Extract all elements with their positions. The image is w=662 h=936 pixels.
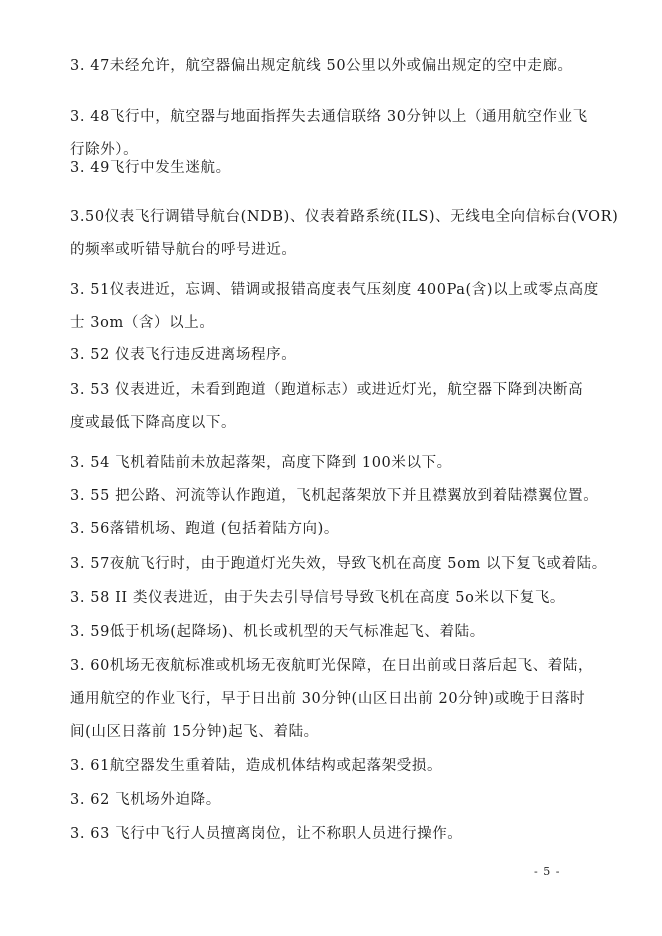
clause-3-47	[70, 50, 610, 83]
clause-3-49	[70, 152, 610, 185]
clause-line: 3. 63 飞行中飞行人员擅离岗位，让不称职人员进行操作。	[70, 826, 463, 842]
clause-line: 3. 55 把公路、河流等认作跑道，飞机起落架放下并且襟翼放到着陆襟翼位置。	[70, 488, 599, 504]
clause-line: 3.50仪表飞行调错导航台(NDB)、仪表着路系统(ILS)、无线电全向信标台(VOR)	[70, 209, 619, 225]
clause-line: 行除外）。	[70, 142, 139, 158]
clause-line: 间(山区日落前 15分钟)起飞、着陆。	[70, 724, 319, 740]
clause-line: 3. 52 仪表飞行违反进离场程序。	[70, 347, 297, 363]
clause-3-59	[70, 616, 610, 649]
clause-3-52	[70, 339, 610, 372]
clause-line: 3. 58 II 类仪表进近，由于失去引导信号导致飞机在高度 5o米以下复飞。	[70, 590, 566, 606]
clause-line: 3. 59低于机场(起降场)、机长或机型的天气标准起飞、着陆。	[70, 624, 485, 640]
clause-line: 3. 61航空器发生重着陆，造成机体结构或起落架受损。	[70, 758, 443, 774]
clause-line: 3. 51仪表进近，忘调、错调或报错高度表气压刻度 400Pa(含)以上或零点高度	[70, 282, 599, 298]
clause-line: 3. 60机场无夜航标准或机场无夜航町光保障，在日出前或日落后起飞、着陆，	[70, 658, 594, 674]
clause-3-54	[70, 447, 610, 480]
page-number: - 5 -	[534, 865, 561, 878]
clause-line: 3. 57夜航飞行时，由于跑道灯光失效，导致飞机在高度 5om 以下复飞或着陆。	[70, 556, 607, 572]
clause-line: 通用航空的作业飞行，早于日出前 30分钟(山区日出前 20分钟)或晚于日落时	[70, 691, 586, 707]
clause-3-56	[70, 513, 610, 546]
clause-line: 的频率或听错导航台的呼号进近。	[70, 242, 297, 258]
clause-3-60	[70, 650, 610, 749]
clause-3-58	[70, 582, 610, 615]
clause-3-53	[70, 374, 610, 440]
clause-line: 士 3om（含）以上。	[70, 315, 215, 331]
clause-line: 3. 53 仪表进近，未看到跑道（跑道标志）或进近灯光，航空器下降到决断高	[70, 382, 584, 398]
clause-line: 3. 48飞行中，航空器与地面指挥失去通信联络 30分钟以上（通用航空作业飞	[70, 109, 588, 125]
clause-line: 3. 49飞行中发生迷航。	[70, 160, 231, 176]
clause-3-50	[70, 201, 619, 267]
clause-line: 3. 47未经允许，航空器偏出规定航线 50公里以外或偏出规定的空中走廊。	[70, 58, 573, 74]
clause-3-55	[70, 480, 610, 513]
clause-3-63	[70, 818, 610, 851]
clause-line: 度或最低下降高度以下。	[70, 415, 237, 431]
clause-3-62	[70, 784, 610, 817]
clause-line: 3. 54 飞机着陆前未放起落架，高度下降到 100米以下。	[70, 455, 452, 471]
clause-3-51	[70, 274, 610, 340]
clause-line: 3. 56落错机场、跑道 (包括着陆方向)。	[70, 521, 340, 537]
clause-3-57	[70, 548, 610, 581]
clause-3-61	[70, 750, 610, 783]
clause-line: 3. 62 飞机场外迫降。	[70, 792, 221, 808]
